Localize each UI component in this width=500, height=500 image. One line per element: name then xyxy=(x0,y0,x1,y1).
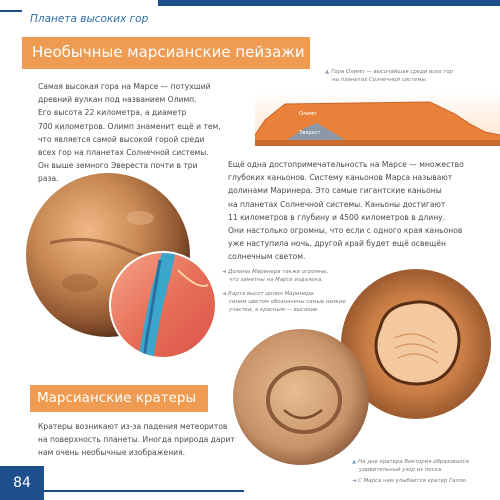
text-line: 11 километров в глубину и 4500 километров в длину. xyxy=(228,212,446,222)
text-line: Самая высокая гора на Марсе — потухший xyxy=(38,82,211,91)
text-line: нам очень необычные изображения. xyxy=(38,448,186,458)
text-line: уже наступила ночь, другой край будет ещё освещён xyxy=(228,239,446,249)
text-line: на поверхность планеты. Иногда природа дарит xyxy=(38,435,235,445)
text-line: Они настолько огромны, что если с одного края каньонов xyxy=(228,226,463,236)
craters-title: Марсианские кратеры xyxy=(37,390,197,406)
mars-surface-feature xyxy=(126,211,154,225)
text-line: солнечным светом. xyxy=(228,252,306,262)
caption-line: участки, а красным — высокие. xyxy=(229,307,320,313)
text-line: на планетах Солнечной системы. Каньоны достигают xyxy=(228,199,446,209)
text-line: древний вулкан под названием Олимп. xyxy=(38,95,197,105)
intro-paragraph xyxy=(38,80,221,186)
caption-line: на планетах Солнечной системы. xyxy=(332,77,428,83)
galle-crater-image xyxy=(232,328,370,466)
text-line: Кратеры возникают из-за падения метеоритов xyxy=(38,422,228,431)
caption-line: ◄ Долины Маринера также огромны, xyxy=(222,269,329,275)
canyons-caption-1 xyxy=(222,268,328,284)
text-line: глубоких каньонов. Систему каньонов Марса называют xyxy=(228,173,453,183)
text-line: долинами Маринера. Это самые гигантские каньоны xyxy=(228,186,442,196)
victoria-crater-rim xyxy=(376,302,459,384)
text-line: что является самой высокой горой среди xyxy=(38,134,205,144)
diagram-ground xyxy=(255,140,500,146)
page-number: 84 xyxy=(0,466,44,500)
header-rule-left xyxy=(0,10,22,12)
galle-caption xyxy=(352,477,467,485)
mars-surface-feature xyxy=(62,274,98,292)
caption-line: ▲ Гора Олимп — высочайшая среди всех гор xyxy=(325,69,453,75)
valles-marineris-map-image xyxy=(108,250,218,360)
section-title: Необычные марсианские пейзажи xyxy=(32,43,305,61)
text-line: Он выше земного Эвереста почти в три xyxy=(38,161,198,171)
caption-line: ◄ С Марса нам улыбается кратер Галле. xyxy=(352,478,468,484)
caption-line: ▲ На дне кратера Виктория образовался xyxy=(352,459,469,465)
canyons-caption-2 xyxy=(222,290,346,314)
chapter-title: Планета высоких гор xyxy=(30,13,149,25)
canyons-paragraph xyxy=(228,158,464,264)
text-line: 700 километров. Олимп знаменит ещё и тем, xyxy=(38,121,221,131)
footer-rule xyxy=(44,490,244,492)
craters-paragraph xyxy=(38,420,235,460)
text-line: раза. xyxy=(38,174,59,184)
text-line: Его высота 22 километра, а диаметр xyxy=(38,108,187,118)
caption-line: что заметны на Марсе издалека. xyxy=(229,277,323,283)
olympus-everest-diagram xyxy=(255,90,500,150)
victoria-caption xyxy=(352,458,469,474)
olympus-label: Олимп xyxy=(299,111,317,117)
header-rule xyxy=(158,0,500,6)
everest-label: Эверест xyxy=(299,130,321,136)
text-line: Ещё одна достопримечательность на Марсе — множество xyxy=(228,160,464,169)
caption-line: ◄ Карта высот долин Маринера: xyxy=(222,291,315,297)
galle-surface xyxy=(233,329,369,465)
craters-title-banner xyxy=(30,385,208,412)
caption-line: синим цветом обозначены самые низкие xyxy=(229,299,346,305)
diagram-caption xyxy=(325,68,453,84)
section-title-banner xyxy=(22,37,310,69)
text-line: всех гор на планетах Солнечной системы. xyxy=(38,148,209,158)
caption-line: удивительный узор из песка. xyxy=(359,467,443,473)
